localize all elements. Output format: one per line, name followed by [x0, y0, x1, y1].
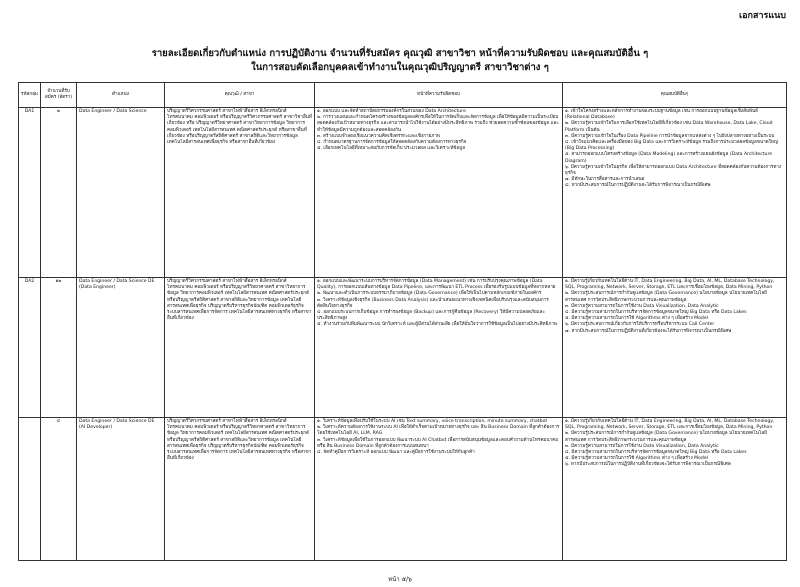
other-item: ๔. เข้าใจแนวคิดและเครื่องมือของ Big Data และการวิเคราะห์ข้อมูล รวมถึงการประมวลผลข้อมูลขนาดใหญ่ (Big Data Processing)	[565, 140, 778, 152]
group-code: DA1	[19, 108, 41, 278]
other-item: ๘. หากมีประสบการณ์ในการปฏิบัติงานจะได้รับการพิจารณาเป็นกรณีพิเศษ	[565, 183, 711, 189]
duty-item: ๓. สร้างแบบจำลองเชิงแนวความคิดเชิงตรรกะและเชิงกายภาพ	[317, 133, 440, 139]
duties-cell	[315, 278, 563, 418]
group-code: DA2	[19, 278, 41, 418]
duty-item: ๕. เลือกเทคโนโลยีที่เหมาะสมกับการจัดเก็บ ประมวลผล และวิเคราะห์ข้อมูล	[317, 146, 466, 152]
others-cell	[563, 108, 787, 278]
other-item: ๑. มีความรู้เกี่ยวกับเทคโนโลยีด้าน IT, Data Engineering, Big Data, AI, ML, Database Technology, SQL, Programing, Network, Server, Storage, ETL และการเชื่อมโยงข้อมูล, Data Mining, Python	[565, 279, 775, 291]
vacancy-count: ๑๒	[41, 278, 77, 418]
other-item: ๕. สามารถออกแบบโครงสร้างข้อมูล (Data Modeling) และการสร้างแผนผังข้อมูล (Data Architecture Diagram)	[565, 152, 773, 164]
duty-item: ๒. วิเคราะห์ความต้องการใช้งานระบบ AI เพื่อให้สำเร็จตามเป้าหมายทางธุรกิจ และ สิน Business Domain ที่ลูกค้าต้องการ โดยใช้เทคโนโลยี AI, LLM, RAG	[317, 425, 560, 437]
duty-item: ๔. ออกแบบระบบการเก็บข้อมูล การสำรองข้อมูล (Backup) และการกู้คืนข้อมูล (Recovery) ให้มีความปลอดภัยและประสิทธิภาพสูง	[317, 310, 545, 322]
other-item: ๖. มีความรู้ความเข้าใจในธุรกิจ เพื่อให้สามารถออกแบบ Data Architecture ที่สอดคล้องกับความต้องการทางธุรกิจ	[565, 164, 782, 177]
duties-cell	[315, 418, 563, 561]
other-item: ๖. หากมีประสบการณ์ในการปฏิบัติงานที่เกี่ยวข้องจะได้รับการพิจารณาเป็นกรณีพิเศษ	[565, 462, 731, 468]
other-item: ๔. มีความรู้ความสามารถในการบริหารจัดการข้อมูลขนาดใหญ่ Big Data หรือ Data Lakes	[565, 310, 747, 316]
duty-item: ๑. ออกแบบ และจัดทำสถาปัตยกรรมองค์กรในส่วนของ Data Architecture	[317, 109, 466, 114]
other-item: ๗. มีทักษะในการสื่อสารและการนำเสนอ	[565, 177, 645, 183]
duty-item: ๑. วิเคราะห์ข้อมูลเพื่อปรับใช้ในระบบ AI เช่น Text summary, voice transcription, minute summary, chatbot	[317, 419, 548, 424]
header-position: ตำแหน่ง	[77, 83, 165, 108]
other-item: ๖. มีความรู้ประสบการณ์เกี่ยวกับการให้บริการหรือบริหารระบบ Call Center	[565, 322, 715, 328]
other-item: ๑. มีความรู้เกี่ยวกับเทคโนโลยีด้าน IT, Data Engineering, Big Data, AI, ML, Database Technology, SQL, Programing, Network, Server, Storage, ETL และการเชื่อมโยงข้อมูล, Data Mining, Python	[565, 419, 775, 431]
duty-item: ๓. วิเคราะห์ข้อมูลเชิงธุรกิจ (Business Data Analysis) และนำเสนอแนวทางเชิงเทคนิคเพื่อปรับปรุงและสนับสนุนการตัดสินใจทางธุรกิจ	[317, 297, 549, 309]
header-qualification: คุณวุฒิ / สาขา	[165, 83, 315, 108]
table-header-row	[19, 83, 787, 108]
other-item: ๗. หากมีประสบการณ์ในการปฏิบัติงานที่เกี่ยวข้องจะได้รับการพิจารณาเป็นกรณีพิเศษ	[565, 328, 732, 334]
header-other-qualifications: คุณสมบัติอื่นๆ	[563, 83, 787, 108]
other-item: ๒. มีความรู้ความเข้าใจในการเลือกใช้เทคโนโลยีที่เกี่ยวข้อง เช่น Data Warehouse, Data Lake, Cloud Platform เป็นต้น	[565, 121, 773, 133]
others-cell	[563, 418, 787, 561]
table-row	[19, 278, 787, 418]
qualification: ปริญญาตรีวิศวกรรมศาสตร์ สาขาไฟฟ้าสื่อสาร อิเล็กทรอนิกส์ โทรคมนาคม คอมพิวเตอร์ หรือปริญญาตรีวิทยาศาสตร์ สาขาวิทยาการข้อมูล วิทยาการคอมพิวเตอร์ เทคโนโลยีสารสนเทศ คณิตศาสตร์ประยุกต์ หรือปริญญาตรีสถิติศาสตร์ สาขาสถิติและวิทยาการข้อมูล เทคโนโลยีสารสนเทศเพื่อธุรกิจ ปริญญาตรีบริหารธุรกิจบัณฑิต คอมพิวเตอร์ธุรกิจ ระบบสารสนเทศเพื่อการจัดการ เทคโนโลยีสารสนเทศทางธุรกิจ หรือสาขาอื่นที่เกี่ยวข้อง	[165, 278, 315, 418]
vacancy-count: ๒	[41, 108, 77, 278]
other-item: ๒. มีความรู้ประสบการณ์การกำกับดูแลข้อมูล (Data Governance) นโยบายข้อมูล นโยบายเทคโนโลยีสารสนเทศ การวัดประสิทธิภาพกระบวนการและคุณภาพข้อมูล	[565, 431, 767, 443]
duty-item: ๔. กำหนดมาตรฐานการจัดการข้อมูลให้สอดคล้องกับความต้องการทางธุรกิจ	[317, 140, 467, 146]
duty-item: ๑. ออกแบบและพัฒนาระบบการบริหารจัดการข้อมูล (Data Management) เช่น การปรับปรุงคุณภาพข้อมูล (Data Quality), การออกแบบเส้นทางข้อมูล Data Pipeline, และการพัฒนา ETL Process เพื่อรองรับรูปแบบข้อมูลที่หลากหลาย	[317, 279, 556, 291]
qualification: ปริญญาตรีวิศวกรรมศาสตร์ สาขาไฟฟ้าสื่อสาร อิเล็กทรอนิกส์ โทรคมนาคม คอมพิวเตอร์ หรือปริญญาตรีวิทยาศาสตร์ สาขาวิทยาการข้อมูล วิทยาการคอมพิวเตอร์ เทคโนโลยีสารสนเทศ คณิตศาสตร์ประยุกต์ หรือปริญญาตรีสถิติศาสตร์ สาขาสถิติและวิทยาการข้อมูล เทคโนโลยีสารสนเทศเพื่อธุรกิจ ปริญญาตรีบริหารธุรกิจบัณฑิต คอมพิวเตอร์ธุรกิจ ระบบสารสนเทศเพื่อการจัดการ เทคโนโลยีสารสนเทศทางธุรกิจ หรือสาขาอื่นที่เกี่ยวข้อง	[165, 418, 315, 561]
header-count: จำนวนที่รับสมัคร (อัตรา)	[41, 83, 77, 108]
duty-item: ๕. ทำงานร่วมกับทีมพัฒนาระบบ นักวิเคราะห์ และผู้มีส่วนได้ส่วนเสีย เพื่อให้มั่นใจว่าการใช้ข้อมูลเป็นไปอย่างมีประสิทธิภาพ	[317, 322, 557, 328]
other-item: ๕. มีความรู้ความสามารถในการใช้ Algorithms ต่าง ๆ เพื่อสร้าง Model	[565, 456, 708, 462]
other-item: ๓. มีความรู้ความสามารถในการใช้งาน Data Visualization, Data Analytic	[565, 443, 719, 449]
page-number: หน้า ๕/๖	[388, 576, 412, 583]
vacancy-count: ๔	[41, 418, 77, 561]
duties-cell	[315, 108, 563, 278]
duty-item: ๒. พัฒนาและดำเนินการระบบธรรมาภิบาลข้อมูล (Data Governance) เพื่อให้เป็นไปตามหลักเกณฑ์ภายในองค์กร	[317, 291, 542, 297]
position-name: Data Engineer / Data Science DE (Data Engineer)	[77, 278, 165, 418]
header-group-code: รหัสกลุ่ม	[19, 83, 41, 108]
document-title: รายละเอียดเกี่ยวกับตำแหน่ง การปฏิบัติงาน จำนวนที่รับสมัคร คุณวุฒิ สาขาวิชา หน้าที่ความรับผิดชอบ และคุณสมบัติอื่น ๆ	[151, 48, 649, 59]
other-item: ๑. เข้าใจโครงสร้างและหลักการทำงานของระบบฐานข้อมูล เช่น การออกแบบฐานข้อมูลเชิงสัมพันธ์ (Relational Database)	[565, 109, 758, 121]
duty-item: ๓. วิเคราะห์ข้อมูลเพื่อใช้ในการออกแบบ พัฒนาระบบ AI Chatbot เพื่อการสนับสนุนข้อมูลและตอบคำถามด้านโทรคมนาคม หรือ สิน Business Domain ที่ลูกค้าต้องการแบบสนทนา	[317, 437, 559, 449]
other-item: ๔. มีความรู้ความสามารถในการบริหารจัดการข้อมูลขนาดใหญ่ Big Data หรือ Data Lakes	[565, 450, 747, 456]
document-subtitle: ในการสอบคัดเลือกบุคคลเข้าทำงานในคุณวุฒิปริญญาตรี สาขาวิชาต่าง ๆ	[251, 62, 549, 73]
qualification: ปริญญาตรีวิศวกรรมศาสตร์ สาขาไฟฟ้าสื่อสาร อิเล็กทรอนิกส์ โทรคมนาคม คอมพิวเตอร์ หรือปริญญาตรีวิศวกรรมศาสตร์ สาขาวิชาอื่นที่เกี่ยวข้อง หรือ ปริญญาตรีวิทยาศาสตร์ สาขาวิทยาการข้อมูล วิทยาการคอมพิวเตอร์ เทคโนโลยีสารสนเทศ คณิตศาสตร์ประยุกต์ หรือสาขาอื่นที่เกี่ยวข้อง หรือปริญญาตรีสถิติศาสตร์ สาขาสถิติและวิทยาการข้อมูล เทคโนโลยีสารสนเทศเพื่อธุรกิจ หรือสาขาอื่นที่เกี่ยวข้อง	[165, 108, 315, 278]
duty-item: ๔. จัดทำคู่มือการวิเคราะห์ ออกแบบ พัฒนา และคู่มือการใช้งานระบบให้กับลูกค้า	[317, 450, 475, 456]
other-item: ๓. มีความรู้ความสามารถในการใช้งาน Data Visualization, Data Analytic	[565, 303, 719, 309]
position-name: Data Engineer / Data Science DE (AI Developer)	[77, 418, 165, 561]
positions-table	[18, 82, 787, 561]
table-row	[19, 418, 787, 561]
table-row	[19, 108, 787, 278]
other-item: ๒. มีความรู้ประสบการณ์การกำกับดูแลข้อมูล (Data Governance) นโยบายข้อมูล นโยบายเทคโนโลยีสารสนเทศ การวัดประสิทธิภาพกระบวนการและคุณภาพข้อมูล	[565, 291, 767, 303]
document-tag: เอกสารแนบ	[739, 11, 786, 21]
other-item: ๓. มีความรู้ความเข้าใจในเรื่อง Data Pipeline การนำข้อมูลจากแหล่งต่าง ๆ ไปยังปลายทางอย่างเป็นระบบ	[565, 133, 775, 139]
others-cell	[563, 278, 787, 418]
position-name: Data Engineer / Data Science	[77, 108, 165, 278]
other-item: ๕. มีความรู้ความสามารถในการใช้ Algorithms ต่าง ๆ เพื่อสร้าง Model	[565, 316, 708, 322]
duty-item: ๒. การวางแผนและกำหนดโครงสร้างของข้อมูลองค์กรเพื่อให้ในการจัดเก็บและจัดการข้อมูล เพื่อให้ข้อมูลมีความเป็นระเบียบ สอดคล้องกับเป้าหมายทางธุรกิจ และสามารถนำไปใช้งานได้อย่างมีประสิทธิภาพ รวมถึง ช่วยลดความซ้ำซ้อนของข้อมูล และทำให้ข้อมูลมีความถูกต้องและสอดคล้องกัน	[317, 115, 559, 133]
header-duties: หน้าที่ความรับผิดชอบ	[315, 83, 563, 108]
group-code	[19, 418, 41, 561]
